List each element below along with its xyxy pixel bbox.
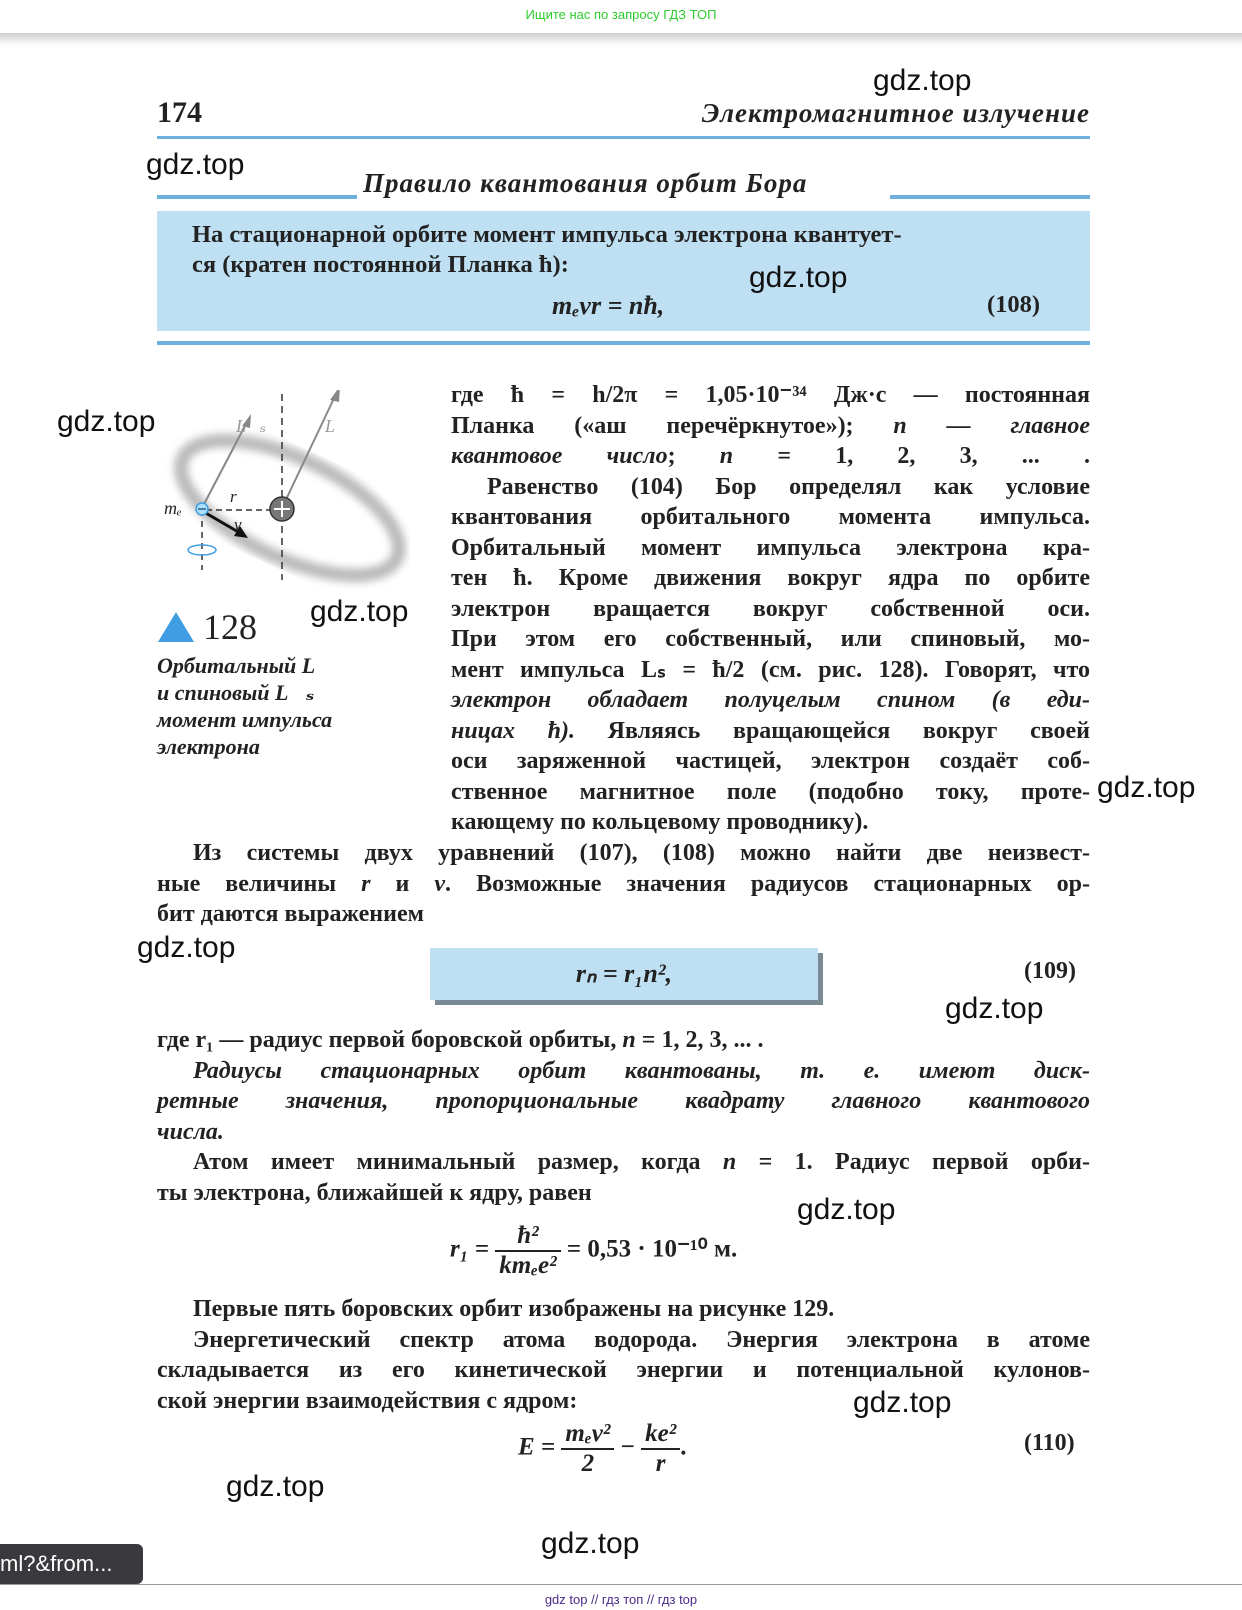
text-segment: где r₁ — радиус первой боровской орбиты, (157, 1027, 623, 1053)
label-me: mₑ (164, 498, 182, 518)
text-segment: Из системы двух уравнений (107), (108) можно найти две неизвест- (193, 840, 1090, 866)
top-banner-text: Ищите нас по запросу ГДЗ ТОП (525, 7, 717, 22)
text-segment: мент импульса Lₛ = ħ/2 (см. рис. 128). Говорят, что (451, 656, 1090, 683)
text-segment: складывается из его кинетической энергии и потенциальной кулонов- (157, 1357, 1090, 1383)
watermark: gdz.top (541, 1527, 640, 1560)
text-segment: ретные значения, пропорциональные квадрату главного квантового (157, 1088, 1090, 1114)
text-line (157, 1056, 1090, 1087)
text-segment: n (722, 1149, 737, 1175)
formula-110-lhs: E = (518, 1433, 556, 1461)
text-line (451, 594, 1090, 625)
text-line (451, 563, 1090, 594)
watermark: gdz.top (310, 595, 409, 628)
orbit-figure (150, 390, 410, 590)
text-segment: . Возможные значения радиусов стационарных ор- (445, 870, 1091, 897)
chapter-title: Электромагнитное излучение (701, 98, 1090, 128)
watermark: gdz.top (146, 148, 245, 181)
text-line (157, 869, 1090, 900)
text-segment: числа. (157, 1118, 224, 1145)
text-line (451, 685, 1090, 716)
text-segment: n (622, 1027, 636, 1053)
formula-110 (518, 1420, 686, 1478)
label-r: r (230, 487, 237, 506)
formula-110-den1: 2 (581, 1450, 595, 1477)
text-segment: кающему по кольцевому проводнику). (451, 809, 869, 835)
formula-r1-lhs: r₁ = (450, 1235, 489, 1263)
footer-links[interactable]: gdz top // гдз топ // гдз top (544, 1592, 698, 1607)
formula-r1-numerator: ħ² (495, 1222, 560, 1252)
text-segment: r (361, 870, 371, 897)
text-segment: ственное магнитное поле (подобно току, проте- (451, 778, 1090, 805)
text-line (157, 899, 1090, 930)
url-tooltip: ml?&from... (0, 1544, 143, 1584)
figure-number: 128 (203, 607, 257, 647)
text-line (451, 441, 1090, 472)
text-line (451, 746, 1090, 777)
caption-line: электрона (157, 734, 260, 759)
formula-r1-denominator: kmₑe² (499, 1252, 557, 1279)
label-v: v⃗ (234, 515, 255, 534)
text-line (157, 1294, 1090, 1325)
text-line (451, 655, 1090, 686)
formula-110-minus: − (620, 1433, 635, 1461)
watermark: gdz.top (945, 992, 1044, 1025)
formula-110-den2: r (655, 1450, 666, 1477)
text-line (451, 502, 1090, 533)
right-column-text (451, 380, 1090, 838)
text-segment: Планка («аш перечёркнутое»); (451, 412, 894, 439)
text-segment: Атом имеет минимальный размер, когда (193, 1149, 723, 1175)
formula-r1-rhs: = 0,53 · 10⁻¹⁰ м. (566, 1235, 738, 1263)
watermark: gdz.top (137, 931, 236, 964)
caption-line: и спиновый L⃗ₛ (157, 680, 315, 705)
section-rule-left (157, 195, 357, 199)
paragraph-system (157, 838, 1090, 930)
formula-109: rₙ = r₁n², (575, 959, 673, 988)
text-segment: Первые пять боровских орбит изображены на рисунке 129. (193, 1296, 835, 1322)
watermark: gdz.top (226, 1470, 325, 1503)
text-segment: Энергия электрона в атоме (697, 1326, 1090, 1353)
text-segment: Орбитальный момент импульса электрона кра- (451, 534, 1090, 561)
page-number: 174 (157, 96, 202, 129)
text-line (157, 1025, 1090, 1056)
text-segment: квантования орбитального момента импульса. (451, 504, 1090, 530)
section-title: Правило квантования орбит Бора (363, 168, 808, 198)
text-line (451, 411, 1090, 442)
text-segment: оси заряженной частицей, электрон создаёт соб- (451, 748, 1090, 774)
definition-rule (157, 341, 1090, 345)
text-segment: v (434, 870, 446, 897)
formula-109-box (430, 948, 818, 1000)
text-line (157, 1325, 1090, 1356)
text-segment: Энергетический спектр атома водорода. (193, 1326, 698, 1353)
text-segment: бит даются выражением (157, 901, 424, 927)
text-line (157, 1355, 1090, 1386)
text-segment: электрон обладает полуцелым спином (в еди- (451, 687, 1090, 713)
text-line (157, 1178, 1090, 1209)
text-segment: n — главное (893, 412, 1090, 439)
watermark: gdz.top (853, 1386, 952, 1419)
text-segment: Равенство (104) Бор определял как условие (487, 473, 1090, 500)
text-line (451, 716, 1090, 747)
watermark: gdz.top (57, 405, 156, 438)
eq-number-108: (108) (987, 291, 1041, 318)
formula-110-num1: mₑv² (561, 1420, 614, 1450)
label-Ls: L⃗ₛ (236, 416, 267, 436)
text-line (451, 777, 1090, 808)
text-segment: электрон вращается вокруг собственной оси. (451, 595, 1090, 622)
watermark: gdz.top (873, 64, 972, 97)
text-segment: ; (667, 443, 720, 469)
watermark: gdz.top (797, 1193, 896, 1226)
text-line (157, 1147, 1090, 1178)
text-line (157, 838, 1090, 869)
text-line (157, 1086, 1090, 1117)
section-rule-right (890, 195, 1090, 199)
text-segment: Являясь вращающейся вокруг своей (574, 717, 1090, 744)
text-segment: = 1. Радиус первой орби- (736, 1149, 1091, 1175)
caption-line: Орбитальный L⃗ (157, 653, 333, 678)
text-segment: = 1, 2, 3, ... . (733, 443, 1090, 469)
eq-number-110: (110) (1024, 1430, 1075, 1456)
text-segment: ные величины (157, 870, 362, 897)
text-segment: = 1, 2, 3, ... . (635, 1027, 764, 1053)
figure-caption (157, 652, 332, 760)
eq-number-109: (109) (1024, 958, 1076, 984)
footer-divider (0, 1584, 1242, 1585)
watermark: gdz.top (1097, 771, 1196, 804)
text-segment: где ħ = h/2π = 1,05·10⁻³⁴ Дж·с — постоянная (451, 382, 1090, 408)
definition-box (157, 211, 1090, 331)
caption-line: момент импульса (157, 707, 333, 732)
text-segment: ты электрона, ближайшей к ядру, равен (157, 1179, 592, 1206)
text-segment: тен ħ. Кроме движения вокруг ядра по орбите (451, 565, 1090, 591)
text-line (451, 472, 1090, 503)
text-segment: ницах ħ). (451, 717, 575, 744)
text-line (451, 380, 1090, 411)
label-L: L⃗ (325, 416, 350, 436)
header-rule (157, 136, 1090, 139)
formula-r1 (450, 1222, 737, 1280)
definition-line: На стационарной орбите момент импульса электрона квантует- (192, 221, 902, 248)
top-banner (0, 0, 1242, 33)
definition-line: ся (кратен постоянной Планка ħ): (192, 251, 569, 278)
text-segment: При этом его собственный, или спиновый, мо- (451, 626, 1090, 652)
text-segment: и (370, 870, 435, 897)
text-segment: ской энергии взаимодействия с ядром: (157, 1387, 578, 1414)
text-segment: n (719, 443, 734, 469)
formula-110-end: . (680, 1433, 687, 1461)
text-line (451, 533, 1090, 564)
watermark: gdz.top (749, 261, 848, 294)
paragraph-radii (157, 1025, 1090, 1208)
text-segment: Радиусы стационарных орбит квантованы, т. е. имеют диск- (193, 1057, 1090, 1084)
text-line (451, 807, 1090, 838)
text-line (451, 624, 1090, 655)
formula-110-num2: ke² (641, 1420, 680, 1450)
text-segment: квантовое число (451, 443, 668, 469)
orbital-arrowhead-icon (330, 390, 340, 402)
text-line (157, 1117, 1090, 1148)
banner-shadow (0, 33, 1242, 49)
figure-marker-icon (158, 612, 194, 642)
formula-108: mₑvr = nħ, (552, 291, 665, 320)
